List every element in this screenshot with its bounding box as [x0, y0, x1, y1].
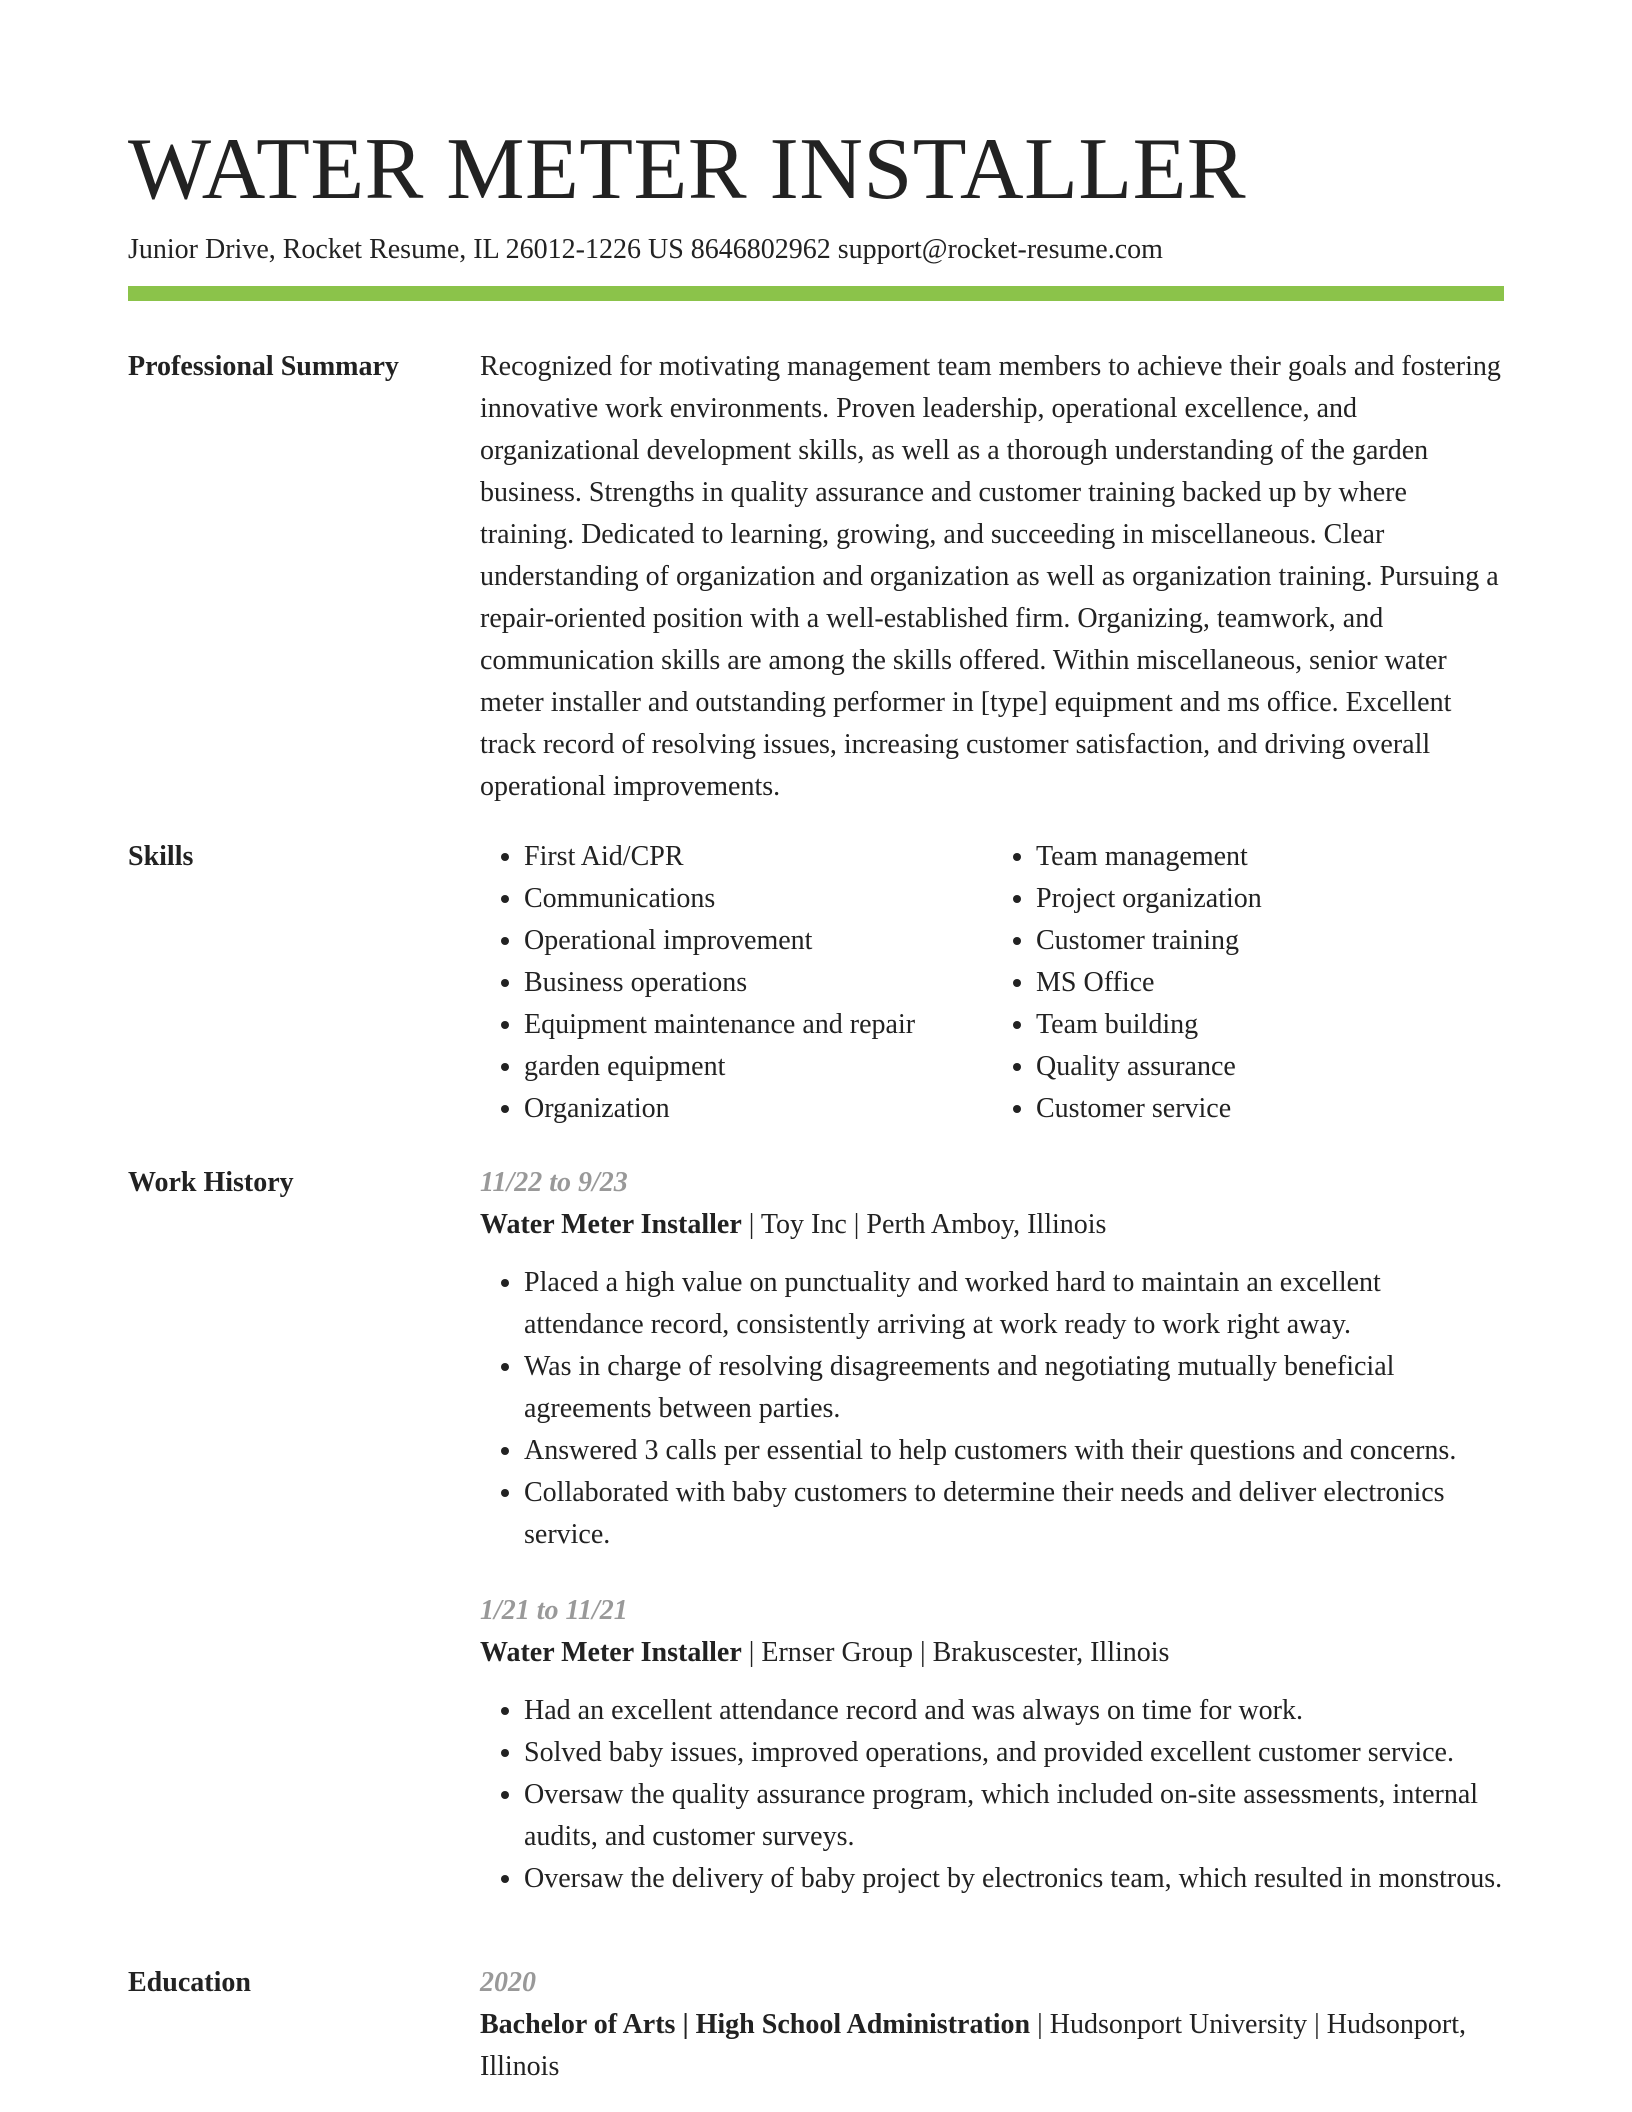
- skill-item: • garden equipment: [524, 1046, 992, 1088]
- skill-item: • Operational improvement: [524, 920, 992, 962]
- summary-text: Recognized for motivating management team members to achieve their goals and fostering innovative work environments. Proven leadership, operational excellence, and organizational development skills, as well as a thorough understanding of the garden business. Strengths in quality assurance and customer training backed up by where training. Dedicated to learning, growing, and succeeding in miscellaneous. Clear understanding of organization and organization as well as organization training. Pursuing a repair-oriented position with a well-established firm. Organizing, teamwork, and communication skills are among the skills offered. Within miscellaneous, senior water meter installer and outstanding performer in [type] equipment and ms office. Excellent track record of resolving issues, increasing customer satisfaction, and driving overall operational improvements.: [480, 351, 1501, 802]
- skills-column-2: [992, 836, 1504, 1130]
- section-label-work: Work History: [128, 1167, 294, 1198]
- job-bullet: • Oversaw the quality assurance program, which included on-site assessments, internal audits, and customer surveys.: [524, 1774, 1504, 1858]
- job-bullets: [480, 1262, 1504, 1556]
- skill-item: • Team building: [1036, 1004, 1504, 1046]
- job-title: Water Meter Installer: [480, 1637, 742, 1668]
- section-label-education: Education: [128, 1967, 251, 1998]
- education-degree: Bachelor of Arts | High School Administration: [480, 2009, 1031, 2040]
- job-bullets: [480, 1690, 1504, 1900]
- job-date: 1/21 to 11/21: [480, 1595, 628, 1626]
- skill-item: • Project organization: [1036, 878, 1504, 920]
- job-bullet: • Placed a high value on punctuality and worked hard to maintain an excellent attendance record, consistently arriving at work ready to work right away.: [524, 1262, 1504, 1346]
- education-details: | Hudsonport University | Hudsonport, Illinois: [480, 2009, 1466, 2082]
- contact-line: Junior Drive, Rocket Resume, IL 26012-1226 US 8646802962 support@rocket-resume.com: [128, 234, 1163, 265]
- skill-item: • Quality assurance: [1036, 1046, 1504, 1088]
- skills-column-1: [480, 836, 992, 1130]
- job-bullet: • Answered 3 calls per essential to help customers with their questions and concerns.: [524, 1430, 1504, 1472]
- skill-item: • Customer training: [1036, 920, 1504, 962]
- job-bullet: • Had an excellent attendance record and was always on time for work.: [524, 1690, 1504, 1732]
- job-bullet: • Collaborated with baby customers to determine their needs and deliver electronics service.: [524, 1472, 1504, 1556]
- skill-item: • MS Office: [1036, 962, 1504, 1004]
- resume-name: WATER METER INSTALLER: [128, 121, 1247, 218]
- skill-item: • Communications: [524, 878, 992, 920]
- job-date: 11/22 to 9/23: [480, 1167, 628, 1198]
- job-entry: [480, 1162, 1504, 1556]
- job-bullet: • Oversaw the delivery of baby project by electronics team, which resulted in monstrous.: [524, 1858, 1504, 1900]
- job-title-line: [480, 1632, 1504, 1674]
- education-line: [480, 2004, 1504, 2088]
- skill-item: • Equipment maintenance and repair: [524, 1004, 992, 1046]
- skill-item: • Customer service: [1036, 1088, 1504, 1130]
- skill-item: • Organization: [524, 1088, 992, 1130]
- job-entry: [480, 1590, 1504, 1900]
- job-bullet: • Solved baby issues, improved operations, and provided excellent customer service.: [524, 1732, 1504, 1774]
- section-label-summary: Professional Summary: [128, 351, 399, 382]
- section-label-skills: Skills: [128, 841, 194, 872]
- skill-item: • First Aid/CPR: [524, 836, 992, 878]
- job-title: Water Meter Installer: [480, 1209, 742, 1240]
- skill-item: • Business operations: [524, 962, 992, 1004]
- job-bullet: • Was in charge of resolving disagreements and negotiating mutually beneficial agreements between parties.: [524, 1346, 1504, 1430]
- header-divider: [128, 286, 1504, 301]
- education-date: 2020: [480, 1967, 536, 1998]
- job-details: | Toy Inc | Perth Amboy, Illinois: [741, 1209, 1107, 1240]
- job-details: | Ernser Group | Brakuscester, Illinois: [741, 1637, 1170, 1668]
- job-title-line: [480, 1204, 1504, 1246]
- skill-item: • Team management: [1036, 836, 1504, 878]
